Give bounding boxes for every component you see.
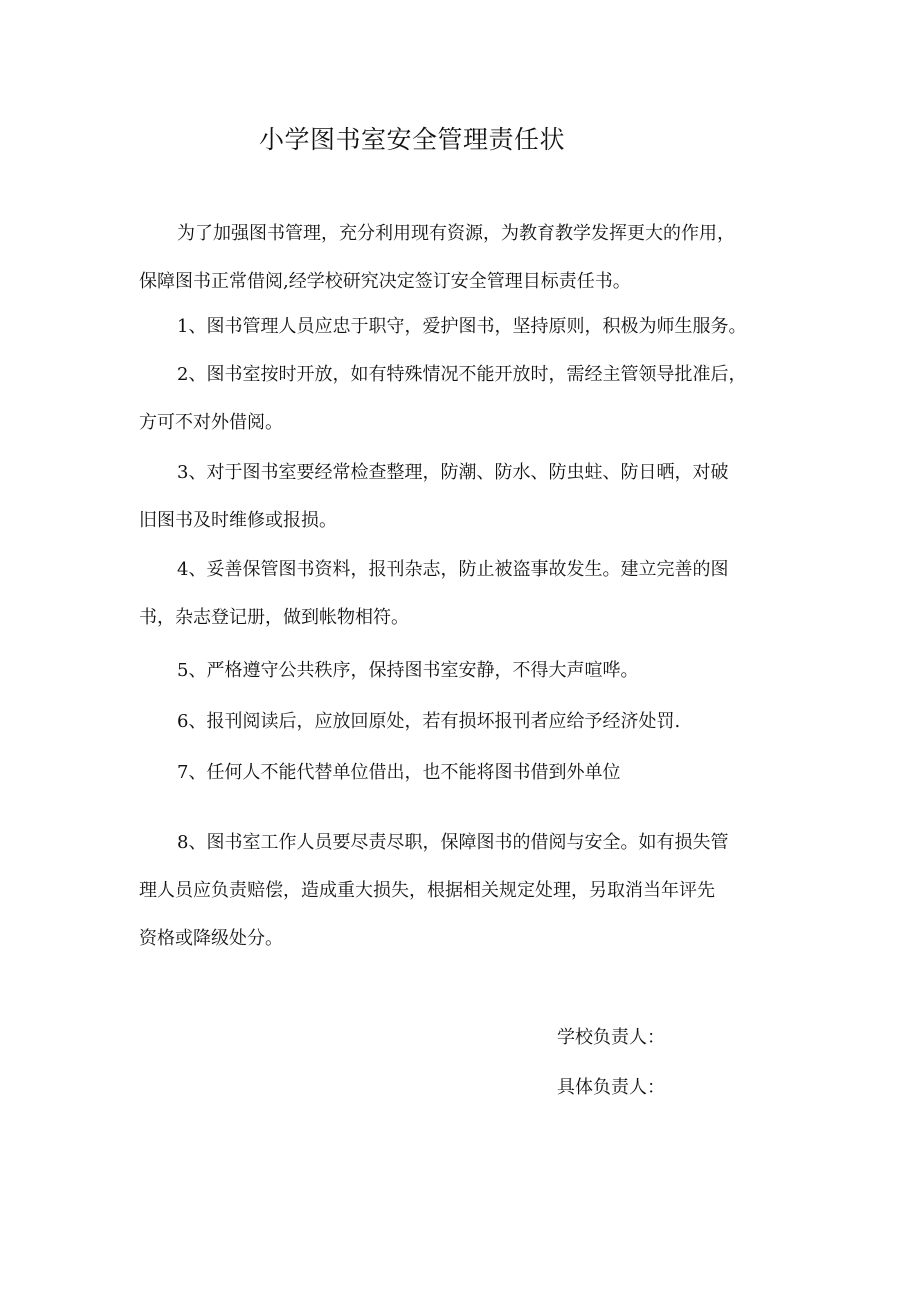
clause-8-line-3: 资格或降级处分。 [139, 928, 283, 949]
intro-line-2: 保障图书正常借阅,经学校研究决定签订安全管理目标责任书。 [139, 271, 631, 292]
clause-4-line-1: 4、妥善保管图书资料，报刊杂志，防止被盗事故发生。建立完善的图 [177, 559, 729, 580]
intro-paragraph [139, 210, 789, 306]
clause-3-line-2: 旧图书及时维修或报损。 [139, 510, 337, 531]
intro-line-1: 为了加强图书管理，充分利用现有资源，为教育教学发挥更大的作用， [177, 223, 735, 244]
clause-3 [139, 449, 789, 545]
clause-2 [139, 351, 789, 447]
clause-7-line-1: 7、任何人不能代替单位借出，也不能将图书借到外单位 [177, 762, 621, 783]
clause-8-line-1: 8、图书室工作人员要尽责尽职，保障图书的借阅与安全。如有损失管 [177, 832, 729, 853]
clause-4 [139, 546, 789, 642]
clause-8-line-2: 理人员应负责赔偿，造成重大损失，根据相关规定处理，另取消当年评先 [139, 880, 715, 901]
clause-6 [139, 698, 789, 746]
clause-7 [139, 749, 789, 797]
document-title: 小学图书室安全管理责任状 [259, 125, 566, 154]
clause-3-line-1: 3、对于图书室要经常检查整理，防潮、防水、防虫蛀、防日晒，对破 [177, 462, 729, 483]
clause-5 [139, 647, 789, 695]
clause-1 [139, 303, 789, 351]
clause-6-line-1: 6、报刊阅读后，应放回原处，若有损坏报刊者应给予经济处罚. [177, 711, 681, 732]
clause-4-line-2: 书，杂志登记册，做到帐物相符。 [139, 607, 409, 628]
clause-2-line-2: 方可不对外借阅。 [139, 412, 283, 433]
clause-1-line-1: 1、图书管理人员应忠于职守，爱护图书，坚持原则，积极为师生服务。 [177, 316, 747, 337]
person-in-charge-signature-label: 具体负责人： [557, 1077, 665, 1098]
school-head-signature-label: 学校负责人： [557, 1027, 665, 1048]
clause-5-line-1: 5、严格遵守公共秩序，保持图书室安静，不得大声喧哗。 [177, 660, 639, 681]
clause-8 [139, 819, 789, 963]
clause-2-line-1: 2、图书室按时开放，如有特殊情况不能开放时，需经主管领导批准后， [177, 364, 747, 385]
